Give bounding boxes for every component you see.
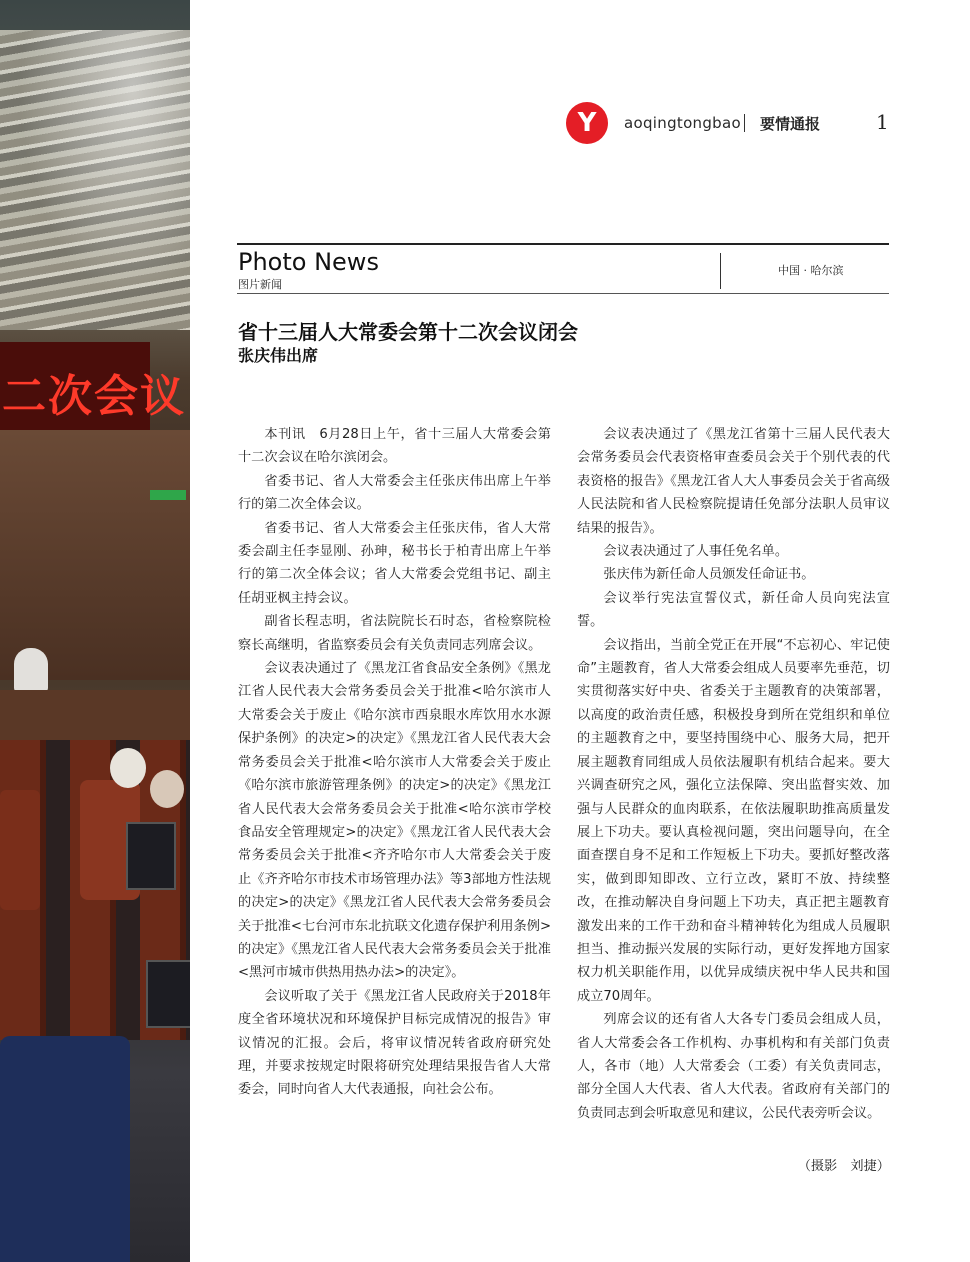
section-rule-top bbox=[237, 243, 889, 245]
article-paragraph: 列席会议的还有省人大各专门委员会组成人员，省人大常委会各工作机构、办事机构和有关部门负责人，各市（地）人大常委会（工委）有关负责同志，部分全国人大代表、省人大代表。省政府有关部门的负责同志到会听取意见和建议，公民代表旁听会议。 bbox=[577, 1012, 890, 1121]
section-divider bbox=[720, 253, 721, 289]
photo-ceiling-light bbox=[0, 30, 190, 330]
photo-seat bbox=[0, 790, 40, 910]
photo-monitor bbox=[126, 822, 176, 890]
article-paragraph: 会议表决通过了《黑龙江省第十三届人民代表大会常务委员会代表资格审查委员会关于个别代表的代表资格的报告》《黑龙江省人大人事委员会关于省高级人民法院和省人民检察院提请任免部分法职人员审议结果的报告》。 bbox=[577, 427, 890, 536]
publication-name: 要情通报 bbox=[760, 115, 821, 133]
section-subtitle: 图片新闻 bbox=[238, 278, 282, 291]
photo-wall bbox=[0, 430, 190, 680]
logo-icon: Y bbox=[566, 102, 608, 144]
article-paragraph: 会议举行宪法宣誓仪式，新任命人员向宪法宣誓。 bbox=[577, 590, 890, 630]
article-paragraph: 会议表决通过了人事任免名单。 bbox=[603, 544, 789, 560]
section-title: Photo News bbox=[238, 248, 379, 276]
photo-bag bbox=[0, 1036, 130, 1262]
article-paragraph: 省委书记、省人大常委会主任张庆伟出席上午举行的第二次全体会议。 bbox=[238, 473, 551, 513]
article-paragraph: 本刊讯 6月28日上午，省十三届人大常委会第十二次会议在哈尔滨闭会。 bbox=[238, 427, 551, 466]
article-headline: 省十三届人大常委会第十二次会议闭会 bbox=[238, 320, 578, 344]
article-paragraph: 副省长程志明，省法院院长石时态，省检察院检察长高继明，省监察委员会有关负责同志列席会议。 bbox=[238, 614, 551, 653]
article-paragraph: 张庆伟为新任命人员颁发任命证书。 bbox=[603, 567, 815, 583]
photo-monitor bbox=[146, 960, 190, 1028]
photo-credit: （摄影 刘捷） bbox=[797, 1159, 890, 1174]
article-subheadline: 张庆伟出席 bbox=[238, 346, 319, 365]
article-paragraph: 省委书记、省人大常委会主任张庆伟，省人大常委会副主任李显刚、孙珅，秘书长于柏青出席上午举行的第二次全体会议；省人大常委会党组书记、副主任胡亚枫主持会议。 bbox=[238, 520, 551, 606]
photo-presiding-person bbox=[14, 648, 48, 692]
article-paragraph: 会议指出，当前全党正在开展“不忘初心、牢记使命”主题教育，省人大常委会组成人员要率先垂范，切实贯彻落实好中央、省委关于主题教育的决策部署，以高度的政治责任感，积极投身到所在党组织和单位的主题教育之中，要坚持围绕中心、服务大局，把开展主题教育同组成人员依法履职有机结合起来。要大兴调查研究之风，强化立法保障、突出监督实效、加强与人民群众的血肉联系，在依法履职助推高质量发展上下功夫。要认真检视问题，突出问题导向，在全面查摆自身不足和工作短板上下功夫。要抓好整改落实，做到即知即改、立行立改，紧盯不放、持续整改，在推动解决自身问题上下功夫，真正把主题教育激发出来的工作干劲和奋斗精神转化为组成人员履职担当、推动振兴发展的实际行动，更好发挥地方国家权力机关职能作用，以优异成绩庆祝中华人民共和国成立70周年。 bbox=[577, 637, 890, 1004]
article-paragraph: 会议表决通过了《黑龙江省食品安全条例》《黑龙江省人民代表大会常务委员会关于批准<哈尔滨市人大常委会关于废止《哈尔滨市西泉眼水库饮用水水源保护条例》的决定>的决定》《黑龙江省人民代表大会常务委员会关于批准<哈尔滨市人大常委会关于废止《哈尔滨市旅游管理条例》的决定>的决定》《黑龙江省人民代表大会常务委员会关于批准<哈尔滨市学校食品安全管理规定>的决定》《黑龙江省人民代表大会常务委员会关于批准<齐齐哈尔市人大常委会关于废止《齐齐哈尔市技术市场管理办法》等3部地方性法规的决定>的决定》《黑龙江省人民代表大会常务委员会关于批准<七台河市东北抗联文化遗存保护利用条例>的决定》《黑龙江省人民代表大会常务委员会关于批准<黑河市城市供热用热办法>的决定》。 bbox=[238, 661, 551, 981]
article-column-left bbox=[238, 423, 551, 1235]
page-number: 1 bbox=[876, 110, 889, 134]
photo-banner bbox=[0, 342, 186, 430]
section-rule-bottom bbox=[237, 293, 889, 294]
site-name: aoqingtongbao bbox=[624, 114, 741, 132]
photo-banner-text: 二次会议 bbox=[2, 371, 186, 422]
header-divider bbox=[744, 114, 745, 132]
article-column-right bbox=[577, 423, 890, 1163]
photo-attendee bbox=[110, 748, 146, 788]
meeting-photo bbox=[0, 0, 190, 1262]
photo-attendee bbox=[150, 770, 184, 808]
location-label: 中国 · 哈尔滨 bbox=[778, 264, 844, 277]
article-paragraph: 会议听取了关于《黑龙江省人民政府关于2018年度全省环境状况和环境保护目标完成情况的报告》审议情况的汇报。会后，将审议情况转省政府研究处理，并要求按规定时限将研究处理结果报告省人大常委会，同时向省人大代表通报，向社会公布。 bbox=[238, 988, 551, 1098]
